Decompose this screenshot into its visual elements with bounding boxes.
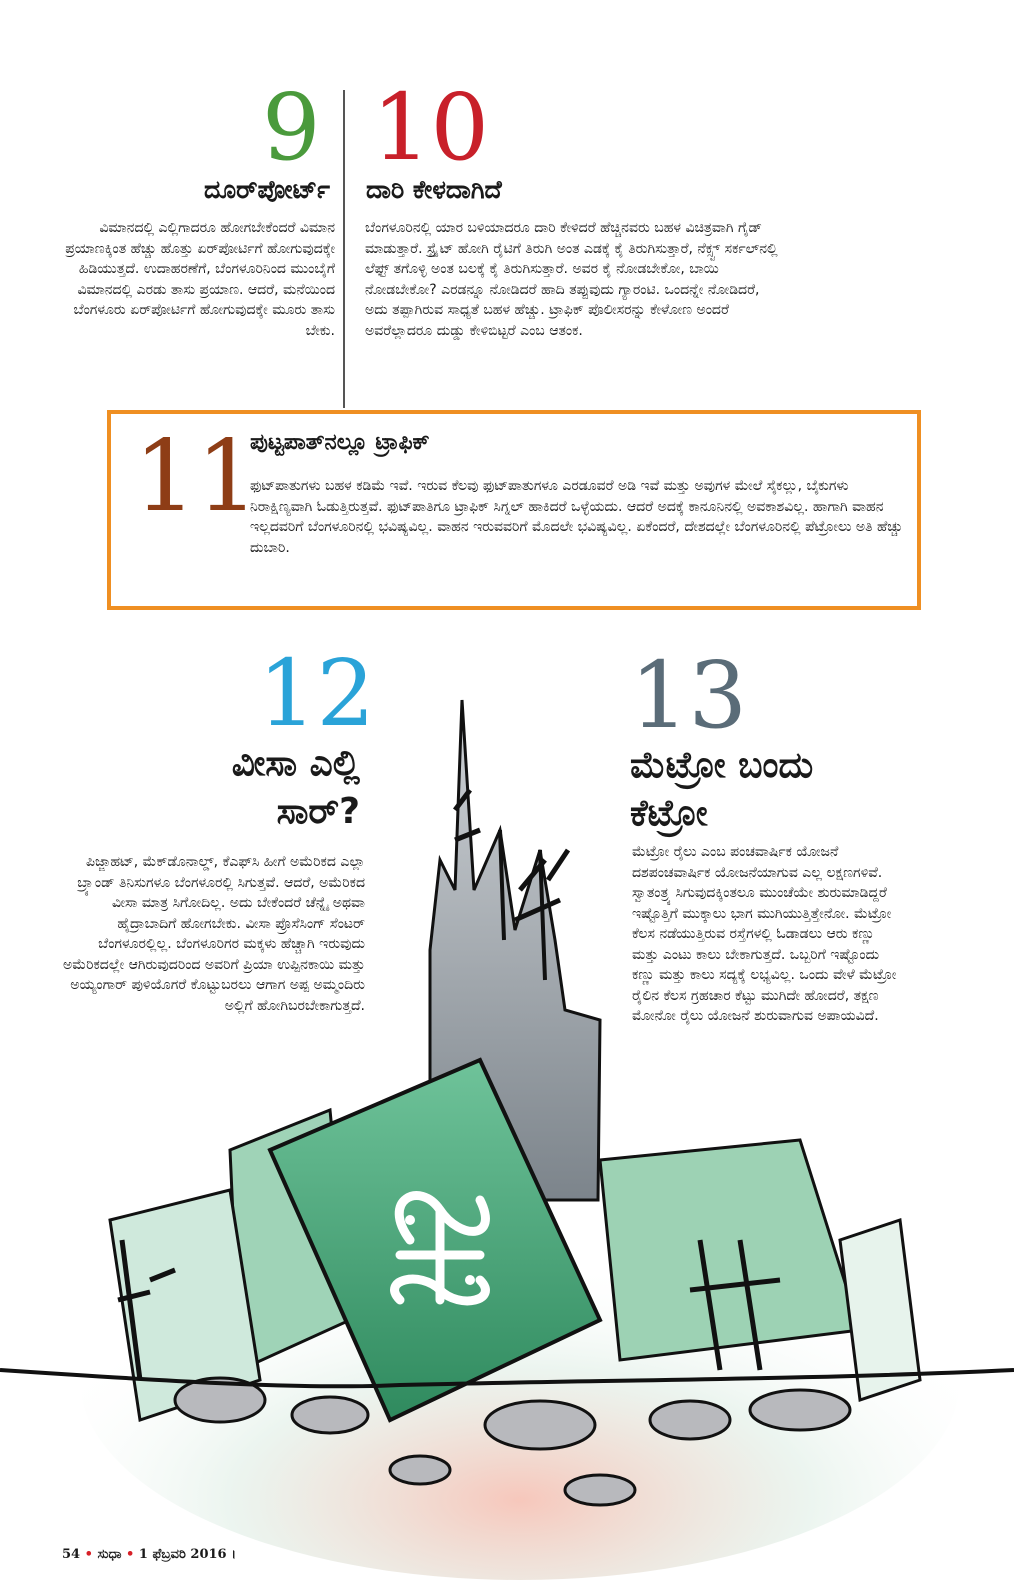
page-footer [62, 1547, 236, 1562]
item-9-heading: ದೂರ್‌ಪೋರ್ಟ್ [204, 175, 330, 204]
item-13-heading-line1: ಮೆಟ್ರೋ ಬಂದು [630, 745, 814, 786]
footer-end-mark: । [231, 1547, 237, 1562]
item-11-heading: ಪುಟ್ಟಪಾತ್‌ನಲ್ಲೂ ಟ್ರಾಫಿಕ್ [250, 430, 430, 455]
item-10-heading: ದಾರಿ ಕೇಳದಾಗಿದೆ [366, 175, 502, 204]
issue-date: 1 ಫೆಬ್ರವರಿ 2016 [138, 1547, 227, 1562]
magazine-name: ಸುಧಾ [97, 1547, 122, 1562]
item-12-number: 12 [258, 640, 376, 747]
item-9-number: 9 [262, 74, 321, 181]
item-10-number: 10 [372, 74, 490, 181]
item-12-heading-line2: ಸಾರ್? [276, 791, 360, 832]
item-13-body: ಮೆಟ್ರೋ ರೈಲು ಎಂಬ ಪಂಚವಾರ್ಷಿಕ ಯೋಜನೆ ದಶಪಂಚವಾರ್ಷಿಕ ಯೋಜನೆಯಾಗುವ ಎಲ್ಲ ಲಕ್ಷಣಗಳಿವೆ. ಸ್ವಾತಂತ್ರ್ಯ ಸಿಗುವುದಕ್ಕಿಂತಲೂ ಮುಂಚೆಯೇ ಶುರುಮಾಡಿದ್ದರೆ ಇಷ್ಟೊತ್ತಿಗೆ ಮುಕ್ಕಾಲು ಭಾಗ ಮುಗಿಯುತ್ತಿತ್ತೇನೋ. ಮೆಟ್ರೋ ಕೆಲಸ ನಡೆಯುತ್ತಿರುವ ರಸ್ತೆಗಳಲ್ಲಿ ಓಡಾಡಲು ಆರು ಕಣ್ಣು ಮತ್ತು ಎಂಟು ಕಾಲು ಬೇಕಾಗುತ್ತದೆ. ಒಬ್ಬರಿಗೆ ಇಷ್ಟೊಂದು ಕಣ್ಣು ಮತ್ತು ಕಾಲು ಸದ್ಯಕ್ಕೆ ಲಭ್ಯವಿಲ್ಲ. ಒಂದು ವೇಳೆ ಮೆಟ್ರೋ ರೈಲಿನ ಕೆಲಸ ಗ್ರಹಚಾರ ಕೆಟ್ಟು ಮುಗಿದೇ ಹೋದರೆ, ತಕ್ಷಣ ಮೋನೋ ರೈಲು ಯೋಜನೆ ಶುರುವಾಗುವ ಅಪಾಯವಿದೆ. [632, 844, 897, 1024]
item-12-heading-line1: ವೀಸಾ ಎಲ್ಲಿ [231, 743, 360, 784]
footer-separator-2: • [126, 1547, 135, 1562]
item-11-body: ಫುಟ್‌ಪಾತುಗಳು ಬಹಳ ಕಡಿಮೆ ಇವೆ. ಇರುವ ಕೆಲವು ಫುಟ್‌ಪಾತುಗಳೂ ಎರಡೂವರೆ ಅಡಿ ಇವೆ ಮತ್ತು ಅವುಗಳ ಮೇಲೆ ಸೈಕಲ್ಲು, ಬೈಕುಗಳು ನಿರಾಕ್ಷಿಣ್ಯವಾಗಿ ಓಡುತ್ತಿರುತ್ತವೆ. ಫುಟ್‌ಪಾತಿಗೂ ಟ್ರಾಫಿಕ್ ಸಿಗ್ನಲ್ ಹಾಕಿದರೆ ಒಳ್ಳೆಯದು. ಆದರೆ ಅದಕ್ಕೆ ಕಾನೂನಿನಲ್ಲಿ ಅವಕಾಶವಿಲ್ಲ. ಹಾಗಾಗಿ ವಾಹನ ಇಲ್ಲದವರಿಗೆ ಬೆಂಗಳೂರಿನಲ್ಲಿ ಭವಿಷ್ಯವಿಲ್ಲ. ವಾಹನ ಇರುವವರಿಗೆ ಮೊದಲೇ ಭವಿಷ್ಯವಿಲ್ಲ. ಏಕೆಂದರೆ, ದೇಶದಲ್ಲೇ ಬೆಂಗಳೂರಿನಲ್ಲಿ ಪೆಟ್ರೋಲು ಅತಿ ಹೆಚ್ಚು ದುಬಾರಿ. [250, 478, 903, 556]
item-13-number: 13 [630, 642, 748, 749]
page-number: 54 [62, 1547, 81, 1562]
item-12-heading [150, 740, 360, 836]
column-divider [343, 90, 345, 408]
item-13-heading [630, 742, 890, 838]
item-12-body: ಪಿಜ್ಜಾಹಟ್, ಮೆಕ್‌ಡೊನಾಲ್ಡ್, ಕೆಎಫ್‌ಸಿ ಹೀಗೆ ಅಮೆರಿಕದ ಎಲ್ಲಾ ಬ್ರ್ಯಾಂಡ್ ತಿನಿಸುಗಳೂ ಬೆಂಗಳೂರಲ್ಲಿ ಸಿಗುತ್ತವೆ. ಆದರೆ, ಅಮೆರಿಕದ ವೀಸಾ ಮಾತ್ರ ಸಿಗೋದಿಲ್ಲ. ಅದು ಬೇಕೆಂದರೆ ಚೆನ್ನೈ ಅಥವಾ ಹೈದ್ರಾಬಾದಿಗೆ ಹೋಗಬೇಕು. ವೀಸಾ ಪ್ರೊಸೆಸಿಂಗ್ ಸೆಂಟರ್ ಬೆಂಗಳೂರಲ್ಲಿಲ್ಲ. ಬೆಂಗಳೂರಿಗರ ಮಕ್ಕಳು ಹೆಚ್ಚಾಗಿ ಇರುವುದು ಅಮೆರಿಕದಲ್ಲೇ ಆಗಿರುವುದರಿಂದ ಅವರಿಗೆ ಪ್ರಿಯಾ ಉಪ್ಪಿನಕಾಯಿ ಮತ್ತು ಅಯ್ಯಂಗಾರ್ ಪುಳಿಯೊಗರೆ ಕೊಟ್ಟುಬರಲು ಆಗಾಗ ಅಪ್ಪ ಅಮ್ಮಂದಿರು ಅಲ್ಲಿಗೆ ಹೋಗಿಬರಬೇಕಾಗುತ್ತದೆ. [63, 854, 365, 1014]
footer-separator: • [84, 1547, 93, 1562]
item-13-heading-line2: ಕೆಟ್ರೋ [630, 793, 708, 834]
item-9-body: ವಿಮಾನದಲ್ಲಿ ಎಲ್ಲಿಗಾದರೂ ಹೋಗಬೇಕೆಂದರೆ ವಿಮಾನ ಪ್ರಯಾಣಕ್ಕಿಂತ ಹೆಚ್ಚು ಹೊತ್ತು ಏರ್‌ಪೋರ್ಟಿಗೆ ಹೋಗುವುದಕ್ಕೇ ಹಿಡಿಯುತ್ತದೆ. ಉದಾಹರಣೆಗೆ, ಬೆಂಗಳೂರಿನಿಂದ ಮುಂಬೈಗೆ ವಿಮಾನದಲ್ಲಿ ಎರಡು ತಾಸು ಪ್ರಯಾಣ. ಆದರೆ, ಮನೆಯಿಂದ ಬೆಂಗಳೂರು ಏರ್‌ಪೋರ್ಟಿಗೆ ಹೋಗುವುದಕ್ಕೇ ಮೂರು ತಾಸು ಬೇಕು. [65, 220, 335, 339]
item-11-number: 11 [134, 420, 259, 534]
item-10-body: ಬೆಂಗಳೂರಿನಲ್ಲಿ ಯಾರ ಬಳಿಯಾದರೂ ದಾರಿ ಕೇಳಿದರೆ ಹೆಚ್ಚಿನವರು ಬಹಳ ವಿಚಿತ್ರವಾಗಿ ಗೈಡ್ ಮಾಡುತ್ತಾರೆ. ಸ್ಟ್ರೈಟ್ ಹೋಗಿ ರೈಟಿಗೆ ತಿರುಗಿ ಅಂತ ಎಡಕ್ಕೆ ಕೈ ತಿರುಗಿಸುತ್ತಾರೆ, ನೆಕ್ಸ್ಟ್ ಸರ್ಕಲ್‌ನಲ್ಲಿ ಲೆಫ್ಟ್ ತಗೊಳ್ಳಿ ಅಂತ ಬಲಕ್ಕೆ ಕೈ ತಿರುಗಿಸುತ್ತಾರೆ. ಅವರ ಕೈ ನೋಡಬೇಕೋ, ಬಾಯಿ ನೋಡಬೇಕೋ? ಎರಡನ್ನೂ ನೋಡಿದರೆ ಹಾದಿ ತಪ್ಪುವುದು ಗ್ಯಾರಂಟಿ. ಒಂದನ್ನೇ ನೋಡಿದರೆ, ಅದು ತಪ್ಪಾಗಿರುವ ಸಾಧ್ಯತೆ ಬಹಳ ಹೆಚ್ಚು. ಟ್ರಾಫಿಕ್ ಪೊಲೀಸರನ್ನು ಕೇಳೋಣ ಅಂದರೆ ಅವರೆಲ್ಲಾದರೂ ದುಡ್ಡು ಕೇಳಿಬಿಟ್ಟರೆ ಎಂಬ ಆತಂಕ. [365, 220, 778, 339]
